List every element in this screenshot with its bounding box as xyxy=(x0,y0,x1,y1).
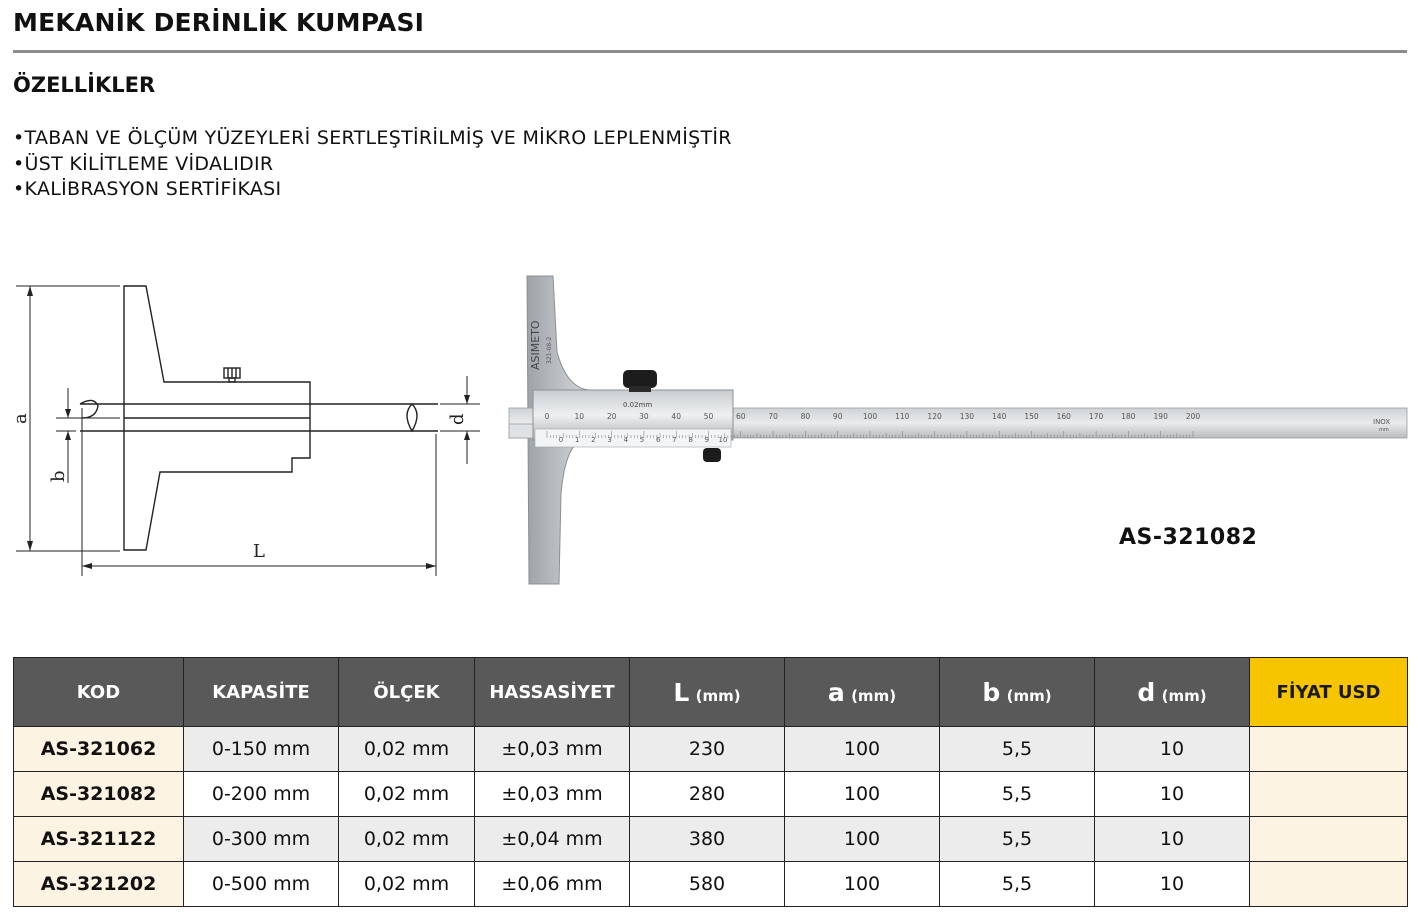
column-header-hassasiyet: HASSASİYET xyxy=(475,658,630,727)
column-header-unit: (mm) xyxy=(1161,686,1207,705)
cell-b: 5,5 xyxy=(940,727,1095,772)
cell-olcek: 0,02 mm xyxy=(339,862,475,907)
main-scale-label: 60 xyxy=(736,412,746,421)
column-header-price: FİYAT USD xyxy=(1250,658,1408,727)
vernier-scale-label: 4 xyxy=(623,436,629,444)
main-scale-label: 20 xyxy=(606,412,617,421)
vernier-scale-label: 2 xyxy=(591,436,596,444)
table-row xyxy=(14,727,1408,772)
feature-item: • ÜST KİLİTLEME VİDALIDIR xyxy=(13,152,732,178)
brand-mark: ASIMETO xyxy=(529,320,542,370)
cell-b: 5,5 xyxy=(940,772,1095,817)
cell-L: 380 xyxy=(630,817,785,862)
main-scale-label: 150 xyxy=(1024,412,1039,421)
column-header-b-label: b xyxy=(982,677,1001,707)
features-list xyxy=(13,126,732,203)
main-scale-label: 130 xyxy=(959,412,975,421)
vernier-scale-label: 1 xyxy=(574,436,580,444)
main-scale-label: 90 xyxy=(832,412,843,421)
main-scale-label: 120 xyxy=(927,412,942,421)
cell-d: 10 xyxy=(1095,772,1250,817)
column-header-a xyxy=(785,658,940,727)
main-scale-label: 110 xyxy=(895,412,910,421)
cell-kod: AS-321062 xyxy=(14,727,184,772)
cell-L: 580 xyxy=(630,862,785,907)
column-header-unit: (mm) xyxy=(1006,686,1052,705)
model-label: AS-321082 xyxy=(1119,525,1258,550)
cell-price xyxy=(1250,862,1408,907)
cell-hassasiyet: ±0,03 mm xyxy=(475,727,630,772)
vernier-scale-label: 6 xyxy=(655,436,661,444)
main-scale-label: 50 xyxy=(703,412,714,421)
dimension-label-L: L xyxy=(253,541,265,562)
cell-hassasiyet: ±0,06 mm xyxy=(475,862,630,907)
inox-mark: INOX xyxy=(1373,418,1391,426)
main-scale-label: 0 xyxy=(544,412,550,421)
cell-a: 100 xyxy=(785,817,940,862)
main-scale-label: 180 xyxy=(1121,412,1136,421)
product-photo xyxy=(505,272,1410,592)
cell-price xyxy=(1250,817,1408,862)
page-title: MEKANİK DERİNLİK KUMPASI xyxy=(13,8,425,37)
vernier-scale-label: 8 xyxy=(688,436,693,444)
column-header-L-label: L xyxy=(673,677,690,707)
spec-table xyxy=(13,657,1408,907)
cell-b: 5,5 xyxy=(940,817,1095,862)
cell-L: 230 xyxy=(630,727,785,772)
cell-a: 100 xyxy=(785,772,940,817)
dimension-label-a: a xyxy=(10,413,31,424)
vernier-scale-label: 7 xyxy=(672,436,677,444)
table-row xyxy=(14,862,1408,907)
column-header-unit: (mm) xyxy=(851,686,897,705)
cell-hassasiyet: ±0,04 mm xyxy=(475,817,630,862)
table-row xyxy=(14,772,1408,817)
cell-kod: AS-321202 xyxy=(14,862,184,907)
cell-olcek: 0,02 mm xyxy=(339,772,475,817)
main-scale-label: 160 xyxy=(1056,412,1071,421)
cell-L: 280 xyxy=(630,772,785,817)
main-scale-label: 200 xyxy=(1185,412,1201,421)
cell-kod: AS-321082 xyxy=(14,772,184,817)
cell-kod: AS-321122 xyxy=(14,817,184,862)
column-header-olcek: ÖLÇEK xyxy=(339,658,475,727)
table-header-row xyxy=(14,658,1408,727)
column-header-kod: KOD xyxy=(14,658,184,727)
cell-a: 100 xyxy=(785,862,940,907)
column-header-b xyxy=(940,658,1095,727)
cell-d: 10 xyxy=(1095,727,1250,772)
column-header-kapasite: KAPASİTE xyxy=(184,658,339,727)
technical-drawing xyxy=(10,278,490,583)
cell-price xyxy=(1250,772,1408,817)
cell-olcek: 0,02 mm xyxy=(339,727,475,772)
column-header-d-label: d xyxy=(1137,677,1156,707)
main-scale-label: 30 xyxy=(639,412,649,421)
main-scale-label: 100 xyxy=(862,412,878,421)
main-scale-label: 40 xyxy=(671,412,681,421)
vernier-scale-label: 3 xyxy=(607,436,612,444)
cell-d: 10 xyxy=(1095,817,1250,862)
vernier-scale-label: 9 xyxy=(704,436,710,444)
feature-item: • TABAN VE ÖLÇÜM YÜZEYLERİ SERTLEŞTİRİLMİŞ VE MİKRO LEPLENMİŞTİR xyxy=(13,126,732,152)
column-header-a-label: a xyxy=(827,677,845,707)
cell-kapasite: 0-500 mm xyxy=(184,862,339,907)
cell-b: 5,5 xyxy=(940,862,1095,907)
cell-a: 100 xyxy=(785,727,940,772)
cell-d: 10 xyxy=(1095,862,1250,907)
cell-kapasite: 0-300 mm xyxy=(184,817,339,862)
vernier-scale-label: 5 xyxy=(639,436,645,444)
features-heading: ÖZELLİKLER xyxy=(13,73,156,97)
main-scale-label: 170 xyxy=(1088,412,1104,421)
cell-hassasiyet: ±0,03 mm xyxy=(475,772,630,817)
main-scale-label: 10 xyxy=(574,412,585,421)
table-row xyxy=(14,817,1408,862)
vernier-scale-label: 0 xyxy=(558,436,564,444)
main-scale-label: 140 xyxy=(992,412,1007,421)
title-divider xyxy=(13,50,1407,53)
main-scale-label: 80 xyxy=(800,412,811,421)
column-header-L xyxy=(630,658,785,727)
column-header-d xyxy=(1095,658,1250,727)
dimension-label-d: d xyxy=(447,413,468,425)
part-number-mark: 321-08-2 xyxy=(546,336,553,364)
vernier-scale-label: 10 xyxy=(718,436,728,444)
main-scale-label: 70 xyxy=(768,412,778,421)
dimension-label-b: b xyxy=(48,470,69,482)
cell-kapasite: 0-150 mm xyxy=(184,727,339,772)
cell-price xyxy=(1250,727,1408,772)
vernier-note: 0.02mm xyxy=(623,401,653,409)
cell-olcek: 0,02 mm xyxy=(339,817,475,862)
main-scale-label: 190 xyxy=(1153,412,1168,421)
feature-item: • KALİBRASYON SERTİFİKASI xyxy=(13,177,732,203)
inox-unit: mm xyxy=(1379,427,1389,433)
cell-kapasite: 0-200 mm xyxy=(184,772,339,817)
column-header-unit: (mm) xyxy=(695,686,741,705)
